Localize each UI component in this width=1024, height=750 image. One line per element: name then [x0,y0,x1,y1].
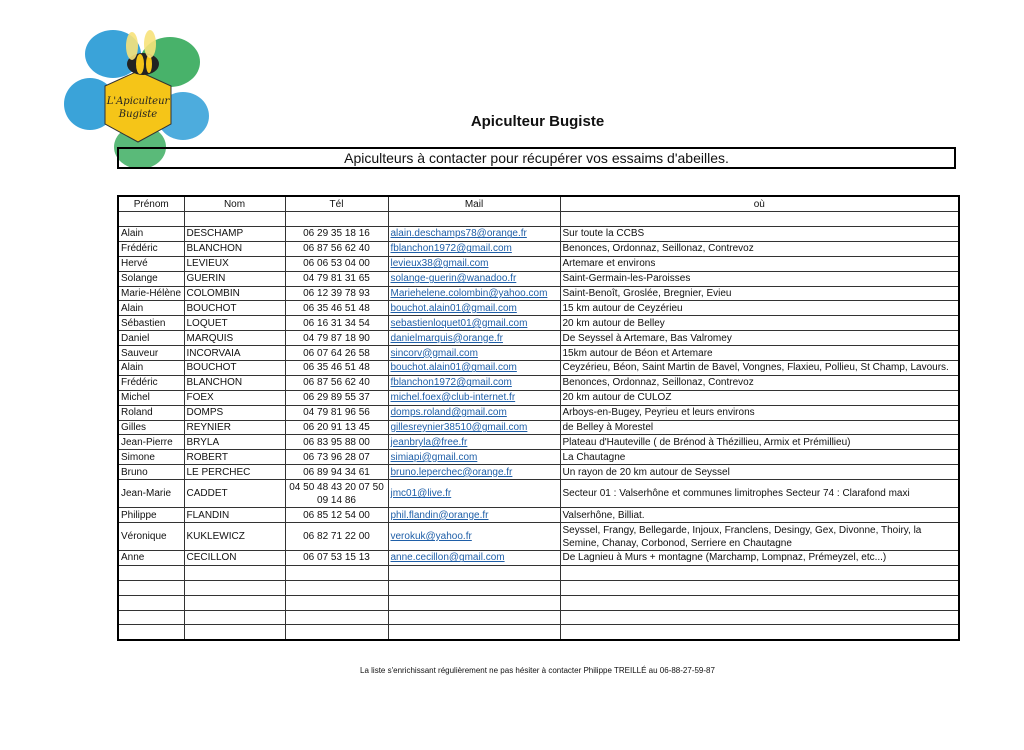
cell-ou: 15 km autour de Ceyzérieu [560,301,959,316]
cell-ou: La Chautagne [560,450,959,465]
cell-nom: DOMPS [184,405,285,420]
cell-tel: 06 07 53 15 13 [285,551,388,566]
empty-cell [388,595,560,610]
empty-cell [184,625,285,640]
empty-row [118,610,959,625]
cell-tel: 06 87 56 62 40 [285,375,388,390]
cell-nom: REYNIER [184,420,285,435]
cell-nom: FLANDIN [184,508,285,523]
cell-tel: 06 29 35 18 16 [285,227,388,242]
table-row [118,405,959,420]
empty-row [118,580,959,595]
empty-cell [560,212,959,227]
cell-mail[interactable]: fblanchon1972@gmail.com [388,375,560,390]
empty-cell [388,212,560,227]
cell-mail[interactable]: sebastienloquet01@gmail.com [388,316,560,331]
cell-tel: 06 73 96 28 07 [285,450,388,465]
cell-prenom: Alain [118,361,184,376]
table-row [118,271,959,286]
empty-cell [285,610,388,625]
cell-prenom: Frédéric [118,375,184,390]
cell-prenom: Michel [118,390,184,405]
cell-mail[interactable]: bouchot.alain01@gmail.com [388,301,560,316]
table-row [118,390,959,405]
header-tel: Tél [285,196,388,212]
cell-tel: 06 35 46 51 48 [285,301,388,316]
empty-cell [285,212,388,227]
table-row [118,256,959,271]
cell-nom: BLANCHON [184,375,285,390]
cell-nom: DESCHAMP [184,227,285,242]
table-row [118,375,959,390]
footer-note: La liste s'enrichissant régulièrement ne pas hésiter à contacter Philippe TREILLÉ au 06-88-27-59-87 [360,666,715,675]
table-row [118,346,959,361]
empty-cell [560,580,959,595]
empty-cell [184,610,285,625]
table-body [118,212,959,641]
table-row [118,241,959,256]
cell-ou: Sur toute la CCBS [560,227,959,242]
cell-ou: 15km autour de Béon et Artemare [560,346,959,361]
empty-cell [285,565,388,580]
cell-prenom: Roland [118,405,184,420]
cell-ou: Saint-Germain-les-Paroisses [560,271,959,286]
cell-nom: COLOMBIN [184,286,285,301]
empty-cell [184,212,285,227]
contacts-table [117,195,960,641]
table-row [118,523,959,551]
table-spacer-row [118,212,959,227]
cell-ou: Un rayon de 20 km autour de Seyssel [560,465,959,480]
cell-prenom: Daniel [118,331,184,346]
cell-tel: 04 79 81 31 65 [285,271,388,286]
page-title: Apiculteur Bugiste [470,113,605,130]
cell-nom: LOQUET [184,316,285,331]
empty-cell [118,595,184,610]
cell-ou: Arboys-en-Bugey, Peyrieu et leurs environs [560,405,959,420]
table-row [118,286,959,301]
cell-ou: Seyssel, Frangy, Bellegarde, Injoux, Franclens, Desingy, Gex, Divonne, Thoiry, la Semine, Chanay, Corbonod, Serriere en Chautagne [560,523,959,551]
cell-tel: 06 06 53 04 00 [285,256,388,271]
cell-ou: Valserhône, Billiat. [560,508,959,523]
cell-mail[interactable]: michel.foex@club-internet.fr [388,390,560,405]
empty-cell [560,565,959,580]
cell-ou: de Belley à Morestel [560,420,959,435]
cell-nom: LE PERCHEC [184,465,285,480]
cell-ou: 20 km autour de Belley [560,316,959,331]
cell-tel: 06 29 89 55 37 [285,390,388,405]
empty-row [118,595,959,610]
empty-row [118,565,959,580]
empty-cell [388,580,560,595]
table-header-row [118,196,959,212]
empty-row [118,625,959,640]
cell-mail[interactable]: sincorv@gmail.com [388,346,560,361]
cell-nom: BLANCHON [184,241,285,256]
cell-prenom: Sauveur [118,346,184,361]
contacts-table-container [117,195,958,641]
cell-prenom: Véronique [118,523,184,551]
table-row [118,508,959,523]
empty-cell [118,610,184,625]
table-row [118,420,959,435]
empty-cell [560,625,959,640]
cell-ou: De Seyssel à Artemare, Bas Valromey [560,331,959,346]
cell-prenom: Solange [118,271,184,286]
cell-prenom: Sébastien [118,316,184,331]
cell-prenom: Marie-Hélène [118,286,184,301]
cell-prenom: Jean-Pierre [118,435,184,450]
header-nom: Nom [184,196,285,212]
cell-prenom: Philippe [118,508,184,523]
cell-nom: FOEX [184,390,285,405]
cell-ou: Artemare et environs [560,256,959,271]
empty-cell [285,595,388,610]
cell-prenom: Alain [118,227,184,242]
cell-ou: Benonces, Ordonnaz, Seillonaz, Contrevoz [560,375,959,390]
cell-mail[interactable]: Mariehelene.colombin@yahoo.com [388,286,560,301]
cell-mail[interactable]: jeanbryla@free.fr [388,435,560,450]
cell-tel: 06 35 46 51 48 [285,361,388,376]
cell-mail[interactable]: solange-guerin@wanadoo.fr [388,271,560,286]
empty-cell [184,580,285,595]
cell-mail[interactable]: anne.cecillon@gmail.com [388,551,560,566]
cell-nom: ROBERT [184,450,285,465]
cell-nom: INCORVAIA [184,346,285,361]
table-row [118,551,959,566]
cell-mail[interactable]: verokuk@yahoo.fr [388,523,560,551]
table-row [118,435,959,450]
cell-ou: Ceyzérieu, Béon, Saint Martin de Bavel, Vongnes, Flaxieu, Pollieu, St Champ, Lavours. [560,361,959,376]
cell-prenom: Simone [118,450,184,465]
cell-mail[interactable]: fblanchon1972@gmail.com [388,241,560,256]
cell-ou: Secteur 01 : Valserhône et communes limitrophes Secteur 74 : Clarafond maxi [560,480,959,508]
cell-prenom: Jean-Marie [118,480,184,508]
cell-tel: 06 82 71 22 00 [285,523,388,551]
cell-ou: De Lagnieu à Murs + montagne (Marchamp, Lompnaz, Prémeyzel, etc...) [560,551,959,566]
cell-prenom: Hervé [118,256,184,271]
table-row [118,316,959,331]
cell-ou: Benonces, Ordonnaz, Seillonaz, Contrevoz [560,241,959,256]
cell-prenom: Anne [118,551,184,566]
cell-mail[interactable]: jmc01@live.fr [388,480,560,508]
cell-nom: BOUCHOT [184,301,285,316]
cell-mail[interactable]: danielmarquis@orange.fr [388,331,560,346]
table-row [118,361,959,376]
cell-tel: 06 87 56 62 40 [285,241,388,256]
cell-prenom: Frédéric [118,241,184,256]
header-prenom: Prénom [118,196,184,212]
cell-tel: 06 16 31 34 54 [285,316,388,331]
empty-cell [118,580,184,595]
cell-ou: 20 km autour de CULOZ [560,390,959,405]
cell-tel: 06 89 94 34 61 [285,465,388,480]
cell-ou: Plateau d'Hauteville ( de Brénod à Thézillieu, Armix et Prémillieu) [560,435,959,450]
cell-mail[interactable]: phil.flandin@orange.fr [388,508,560,523]
empty-cell [184,565,285,580]
header-ou: où [560,196,959,212]
cell-tel: 06 85 12 54 00 [285,508,388,523]
cell-prenom: Gilles [118,420,184,435]
empty-cell [388,610,560,625]
header-mail: Mail [388,196,560,212]
table-row [118,450,959,465]
empty-cell [285,625,388,640]
cell-mail[interactable]: gillesreynier38510@gmail.com [388,420,560,435]
cell-tel: 04 79 87 18 90 [285,331,388,346]
cell-nom: CADDET [184,480,285,508]
empty-cell [560,610,959,625]
cell-mail[interactable]: bouchot.alain01@gmail.com [388,361,560,376]
cell-prenom: Alain [118,301,184,316]
cell-tel: 04 50 48 43 20 07 50 09 14 86 [285,480,388,508]
logo-text-line1: L'Apiculteur [106,96,170,107]
cell-mail[interactable]: simiapi@gmail.com [388,450,560,465]
cell-mail[interactable]: levieux38@gmail.com [388,256,560,271]
table-row [118,480,959,508]
cell-mail[interactable]: alain.deschamps78@orange.fr [388,227,560,242]
cell-tel: 06 20 91 13 45 [285,420,388,435]
empty-cell [118,625,184,640]
empty-cell [560,595,959,610]
cell-nom: BRYLA [184,435,285,450]
cell-nom: CECILLON [184,551,285,566]
cell-mail[interactable]: domps.roland@gmail.com [388,405,560,420]
table-row [118,301,959,316]
cell-nom: KUKLEWICZ [184,523,285,551]
cell-tel: 06 12 39 78 93 [285,286,388,301]
cell-tel: 06 83 95 88 00 [285,435,388,450]
page-subtitle: Apiculteurs à contacter pour récupérer vos essaims d'abeilles. [117,147,956,169]
cell-ou: Saint-Benoît, Groslée, Bregnier, Evieu [560,286,959,301]
cell-nom: BOUCHOT [184,361,285,376]
empty-cell [388,565,560,580]
cell-nom: GUERIN [184,271,285,286]
cell-nom: MARQUIS [184,331,285,346]
table-row [118,465,959,480]
empty-cell [184,595,285,610]
empty-cell [285,580,388,595]
empty-cell [118,565,184,580]
cell-prenom: Bruno [118,465,184,480]
cell-tel: 06 07 64 26 58 [285,346,388,361]
table-row [118,331,959,346]
cell-tel: 04 79 81 96 56 [285,405,388,420]
logo-text-line2: Bugiste [118,109,158,120]
empty-cell [388,625,560,640]
empty-cell [118,212,184,227]
table-row [118,227,959,242]
cell-nom: LEVIEUX [184,256,285,271]
cell-mail[interactable]: bruno.leperchec@orange.fr [388,465,560,480]
